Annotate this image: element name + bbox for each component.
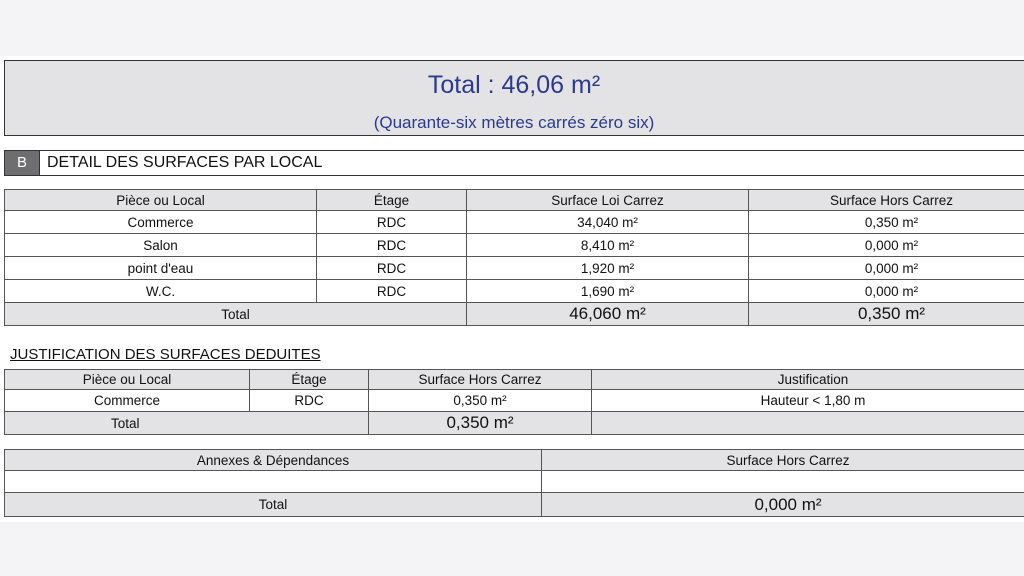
table-header-row bbox=[5, 450, 1024, 471]
table-row bbox=[5, 390, 1024, 412]
cell: RDC bbox=[317, 234, 467, 257]
total-row bbox=[5, 412, 1024, 435]
total-surface-words: (Quarante-six mètres carrés zéro six) bbox=[373, 113, 655, 132]
table-header-row bbox=[5, 370, 1024, 390]
justification-table bbox=[4, 369, 1024, 435]
cell bbox=[542, 471, 1024, 493]
column-header: Surface Hors Carrez bbox=[542, 450, 1024, 471]
column-header: Surface Hors Carrez bbox=[749, 190, 1024, 211]
total-row bbox=[5, 303, 1024, 326]
cell: 0,000 m² bbox=[749, 257, 1024, 280]
cell: Commerce bbox=[5, 211, 317, 234]
table-row bbox=[5, 211, 1024, 234]
total-label: Total bbox=[5, 412, 369, 435]
total-surface: Total : 46,06 m² bbox=[427, 71, 601, 99]
cell: 8,410 m² bbox=[467, 234, 749, 257]
cell bbox=[592, 412, 1024, 435]
table-row bbox=[5, 471, 1024, 493]
total-label: Total bbox=[5, 493, 542, 517]
cell: 0,000 m² bbox=[749, 280, 1024, 303]
table-row bbox=[5, 257, 1024, 280]
table-row bbox=[5, 234, 1024, 257]
total-hors-carrez-value: 0,350 m² bbox=[749, 303, 1024, 326]
total-summary-box bbox=[4, 60, 1024, 136]
table-row bbox=[5, 280, 1024, 303]
total-label: Total bbox=[5, 303, 467, 326]
cell: Hauteur < 1,80 m bbox=[592, 390, 1024, 412]
cell: Commerce bbox=[5, 390, 250, 412]
cell: RDC bbox=[317, 280, 467, 303]
cell: 0,000 m² bbox=[749, 234, 1024, 257]
cell: RDC bbox=[317, 257, 467, 280]
cell bbox=[5, 471, 542, 493]
cell: 0,350 m² bbox=[369, 390, 592, 412]
column-header: Justification bbox=[592, 370, 1024, 390]
cell: 1,690 m² bbox=[467, 280, 749, 303]
total-row bbox=[5, 493, 1024, 517]
column-header: Étage bbox=[250, 370, 369, 390]
total-carrez-value: 46,060 m² bbox=[467, 303, 749, 326]
column-header: Annexes & Dépendances bbox=[5, 450, 542, 471]
table-header-row bbox=[5, 190, 1024, 211]
total-value: 0,350 m² bbox=[369, 412, 592, 435]
justification-title: JUSTIFICATION DES SURFACES DEDUITES bbox=[10, 346, 321, 363]
section-title: DETAIL DES SURFACES PAR LOCAL bbox=[47, 154, 323, 171]
total-value: 0,000 m² bbox=[542, 493, 1024, 517]
cell: Salon bbox=[5, 234, 317, 257]
cell: W.C. bbox=[5, 280, 317, 303]
annexes-table bbox=[4, 449, 1024, 517]
column-header: Pièce ou Local bbox=[5, 190, 317, 211]
column-header: Surface Loi Carrez bbox=[467, 190, 749, 211]
section-letter: B bbox=[5, 151, 40, 175]
cell: 34,040 m² bbox=[467, 211, 749, 234]
column-header: Pièce ou Local bbox=[5, 370, 250, 390]
column-header: Surface Hors Carrez bbox=[369, 370, 592, 390]
document-sheet bbox=[0, 56, 1024, 522]
cell: RDC bbox=[250, 390, 369, 412]
cell: RDC bbox=[317, 211, 467, 234]
cell: point d'eau bbox=[5, 257, 317, 280]
column-header: Étage bbox=[317, 190, 467, 211]
cell: 0,350 m² bbox=[749, 211, 1024, 234]
section-b-header bbox=[4, 150, 1024, 176]
cell: 1,920 m² bbox=[467, 257, 749, 280]
detail-surfaces-table bbox=[4, 189, 1024, 326]
